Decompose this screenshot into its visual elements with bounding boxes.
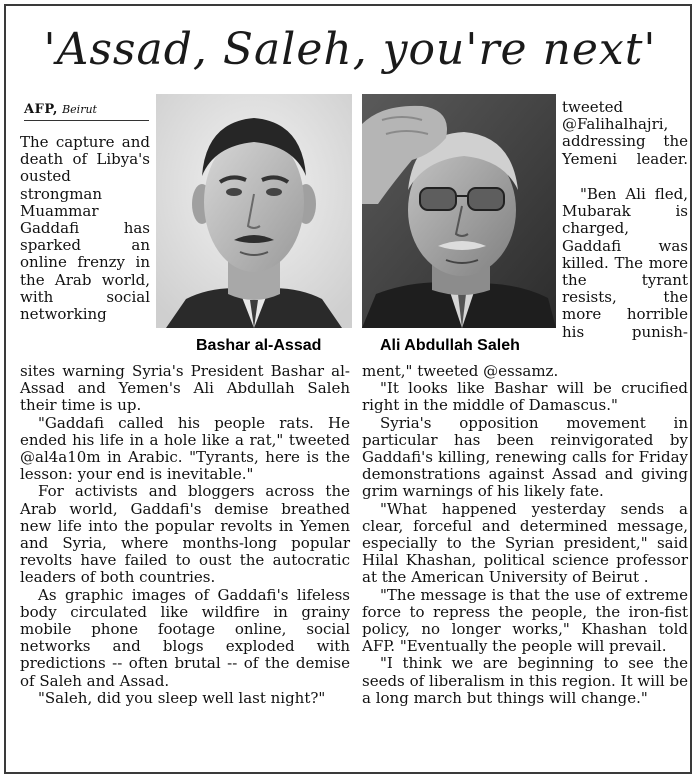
left-column-body: [20, 363, 350, 707]
byline: [24, 102, 149, 121]
right-column-body: [362, 363, 688, 707]
headline: 'Assad, Saleh, you're next': [43, 24, 657, 75]
left-paragraph: "Gaddafi called his people rats. He ended his life in a hole like a rat," tweeted @al4a10m in Arabic. "Tyrants, here is the lesson: your end is inevitable.": [20, 413, 350, 484]
left-paragraph: As graphic images of Gaddafi's lifeless body circulated like wildfire in grainy mobile phone footage online, social networks and blogs exploded with predictions -- often brutal -- of the demise of Saleh and Assad.: [20, 585, 350, 690]
portrait-saleh-image: [362, 94, 556, 328]
photo-ali-abdullah-saleh: [362, 94, 556, 328]
left-column-continuation: sites warning Syria's President Bashar al-Assad and Yemen's Ali Abdullah Saleh their time is up.: [20, 362, 350, 415]
portrait-assad-image: [156, 94, 352, 328]
caption-assad: Bashar al-Assad: [196, 337, 322, 354]
byline-source: AFP,: [24, 102, 58, 117]
photo-bashar-al-assad: [156, 94, 352, 328]
right-paragraph: "I think we are beginning to see the seeds of liberalism in this region. It will be a long march but things will change.": [362, 654, 688, 707]
right-column-intro: tweeted @Falihalhajri, addressing the Yemeni leader.: [562, 98, 688, 168]
byline-place: Beirut: [62, 103, 97, 116]
left-column-intro: The capture and death of Libya's ousted strongman Muammar Gaddafi has sparked an online frenzy in the Arab world, with social networking: [20, 133, 150, 324]
right-paragraph: Syria's opposition movement in particular has been reinvigorated by Gaddafi's killing, renewing calls for Friday demonstrations against Assad and giving grim warnings of his likely fate.: [362, 413, 688, 501]
right-column-quote-ben-ali: "Ben Ali fled, Mubarak is charged, Gaddafi was killed. The more the tyrant resists, the more horrible his punish-: [562, 185, 688, 341]
left-paragraph: "Saleh, did you sleep well last night?": [38, 688, 326, 707]
right-paragraph: "It looks like Bashar will be crucified right in the middle of Damascus.": [362, 379, 688, 415]
caption-saleh: Ali Abdullah Saleh: [380, 337, 520, 354]
right-paragraph: "The message is that the use of extreme force to repress the people, the iron-fist policy, no longer works," Khashan told AFP. "Eventually the people will prevail.: [362, 585, 688, 656]
article: [4, 4, 692, 774]
right-column-continuation: ment," tweeted @essamz.: [362, 362, 559, 380]
left-paragraph: For activists and bloggers across the Arab world, Gaddafi's demise breathed new life into the popular revolts in Yemen and Syria, where months-long popular revolts have failed to oust the autocratic leaders of both countries.: [20, 482, 350, 587]
right-paragraph: "What happened yesterday sends a clear, forceful and determined message, especially to the Syrian president," said Hilal Khashan, political science professor at the American University of Beirut .: [362, 499, 688, 587]
